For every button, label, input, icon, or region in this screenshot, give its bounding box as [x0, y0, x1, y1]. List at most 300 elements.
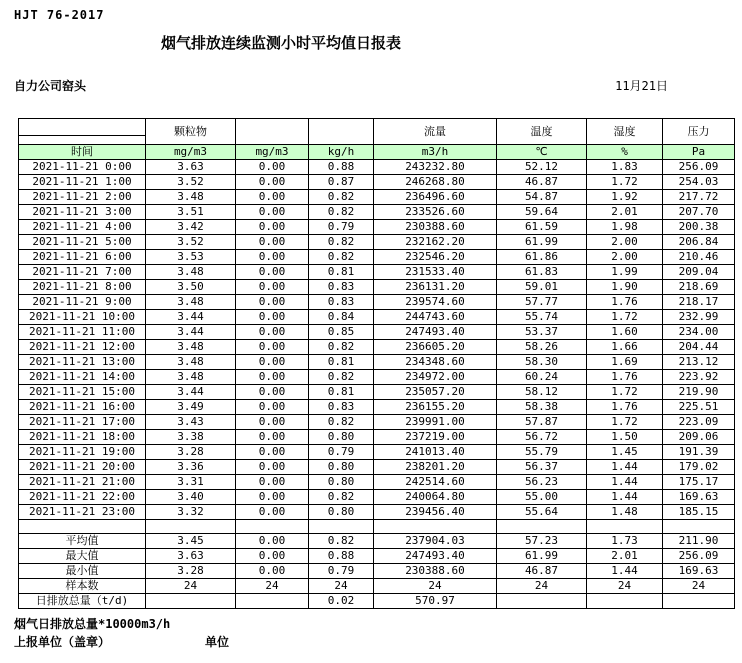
value-cell: 1.45: [587, 445, 663, 460]
value-cell: 1.76: [587, 295, 663, 310]
table-row-label: 2021-11-21 5:00: [19, 235, 146, 250]
value-cell: 3.40: [146, 490, 236, 505]
value-cell: 175.17: [663, 475, 735, 490]
value-cell: 0.00: [236, 280, 309, 295]
value-cell: 0.82: [309, 250, 374, 265]
table-row-label: 2021-11-21 1:00: [19, 175, 146, 190]
value-cell: 0.81: [309, 355, 374, 370]
value-cell: 1.90: [587, 280, 663, 295]
table-row: [19, 295, 735, 310]
value-cell: 236605.20: [374, 340, 497, 355]
value-cell: 0.00: [236, 460, 309, 475]
value-cell: 3.52: [146, 235, 236, 250]
value-cell: 234.00: [663, 325, 735, 340]
value-cell: 213.12: [663, 355, 735, 370]
table-row: [19, 190, 735, 205]
value-cell: 1.72: [587, 175, 663, 190]
table-row: [19, 220, 735, 235]
value-cell: 1.72: [587, 310, 663, 325]
report-date: 11月21日: [615, 79, 668, 93]
station-name: 自力公司窑头: [14, 79, 87, 93]
value-cell: 232162.20: [374, 235, 497, 250]
unit-cell: mg/m3: [146, 145, 236, 160]
value-cell: 24: [309, 579, 374, 594]
value-cell: 0.00: [236, 190, 309, 205]
value-cell: 0.00: [236, 265, 309, 280]
value-cell: 1.83: [587, 160, 663, 175]
value-cell: 1.72: [587, 415, 663, 430]
value-cell: 225.51: [663, 400, 735, 415]
value-cell: 0.82: [309, 340, 374, 355]
value-cell: 3.53: [146, 250, 236, 265]
value-cell: 0.00: [236, 430, 309, 445]
value-cell: 232.99: [663, 310, 735, 325]
table-row-label: 2021-11-21 4:00: [19, 220, 146, 235]
value-cell: 3.44: [146, 385, 236, 400]
table-row: [19, 175, 735, 190]
value-cell: 3.28: [146, 564, 236, 579]
table-row: [19, 325, 735, 340]
value-cell: 59.64: [497, 205, 587, 220]
value-cell: 236496.60: [374, 190, 497, 205]
value-cell: 2.00: [587, 250, 663, 265]
value-cell: 1.50: [587, 430, 663, 445]
summary-row: [19, 564, 735, 579]
value-cell: 232546.20: [374, 250, 497, 265]
value-cell: 1.44: [587, 460, 663, 475]
value-cell: [663, 520, 735, 534]
value-cell: 53.37: [497, 325, 587, 340]
value-cell: [374, 520, 497, 534]
value-cell: 24: [236, 579, 309, 594]
unit-cell: m3/h: [374, 145, 497, 160]
unit-cell: %: [587, 145, 663, 160]
value-cell: 209.06: [663, 430, 735, 445]
summary-row-label: 最大值: [19, 549, 146, 564]
value-cell: 1.99: [587, 265, 663, 280]
value-cell: 0.82: [309, 415, 374, 430]
value-cell: 1.98: [587, 220, 663, 235]
value-cell: 219.90: [663, 385, 735, 400]
table-row-label: 2021-11-21 7:00: [19, 265, 146, 280]
table-row: [19, 385, 735, 400]
value-cell: 57.23: [497, 534, 587, 549]
table-row-label: 2021-11-21 2:00: [19, 190, 146, 205]
summary-row: [19, 549, 735, 564]
table-row-label: 2021-11-21 13:00: [19, 355, 146, 370]
value-cell: 0.00: [236, 475, 309, 490]
table-row-label: 2021-11-21 10:00: [19, 310, 146, 325]
value-cell: 0.00: [236, 505, 309, 520]
value-cell: 24: [146, 579, 236, 594]
value-cell: 223.09: [663, 415, 735, 430]
value-cell: 217.72: [663, 190, 735, 205]
value-cell: 55.74: [497, 310, 587, 325]
value-cell: 3.44: [146, 325, 236, 340]
value-cell: 238201.20: [374, 460, 497, 475]
value-cell: 241013.40: [374, 445, 497, 460]
value-cell: 1.44: [587, 475, 663, 490]
value-cell: 2.01: [587, 549, 663, 564]
unit-label: 单位: [205, 635, 230, 649]
value-cell: 0.02: [309, 594, 374, 609]
value-cell: 3.63: [146, 549, 236, 564]
table-row: [19, 430, 735, 445]
value-cell: [146, 520, 236, 534]
value-cell: [663, 594, 735, 609]
value-cell: 234972.00: [374, 370, 497, 385]
value-cell: 236131.20: [374, 280, 497, 295]
header-cell-empty: [236, 119, 309, 145]
table-row: [19, 490, 735, 505]
table-row-label: 2021-11-21 11:00: [19, 325, 146, 340]
footer-line2: [14, 633, 742, 651]
value-cell: 0.00: [236, 400, 309, 415]
value-cell: 0.82: [309, 235, 374, 250]
value-cell: 0.00: [236, 355, 309, 370]
value-cell: 1.92: [587, 190, 663, 205]
value-cell: 3.63: [146, 160, 236, 175]
value-cell: 3.45: [146, 534, 236, 549]
value-cell: 2.01: [587, 205, 663, 220]
value-cell: 0.00: [236, 175, 309, 190]
table-row: [19, 355, 735, 370]
value-cell: 247493.40: [374, 549, 497, 564]
value-cell: 3.51: [146, 205, 236, 220]
data-rows: [19, 160, 735, 520]
value-cell: 60.24: [497, 370, 587, 385]
value-cell: 56.37: [497, 460, 587, 475]
value-cell: 1.44: [587, 490, 663, 505]
value-cell: 24: [497, 579, 587, 594]
summary-row: [19, 534, 735, 549]
value-cell: 55.79: [497, 445, 587, 460]
value-cell: [146, 594, 236, 609]
value-cell: 239991.00: [374, 415, 497, 430]
value-cell: 52.12: [497, 160, 587, 175]
value-cell: 237219.00: [374, 430, 497, 445]
value-cell: 169.63: [663, 564, 735, 579]
table-row: [19, 160, 735, 175]
value-cell: 0.80: [309, 505, 374, 520]
table-row-label: 2021-11-21 21:00: [19, 475, 146, 490]
value-cell: 0.87: [309, 175, 374, 190]
value-cell: [497, 520, 587, 534]
value-cell: [587, 594, 663, 609]
table-row: [19, 340, 735, 355]
value-cell: 1.76: [587, 370, 663, 385]
footer: [14, 615, 742, 651]
unit-cell: ℃: [497, 145, 587, 160]
summary-row: [19, 594, 735, 609]
value-cell: 570.97: [374, 594, 497, 609]
header-temperature: 温度: [497, 119, 587, 145]
value-cell: 1.73: [587, 534, 663, 549]
value-cell: 1.66: [587, 340, 663, 355]
value-cell: 0.80: [309, 430, 374, 445]
summary-row: [19, 579, 735, 594]
value-cell: 61.59: [497, 220, 587, 235]
table-row-label: 2021-11-21 16:00: [19, 400, 146, 415]
value-cell: 3.49: [146, 400, 236, 415]
value-cell: 0.00: [236, 325, 309, 340]
value-cell: 211.90: [663, 534, 735, 549]
header-cell-empty: [309, 119, 374, 145]
table-row-label: 2021-11-21 14:00: [19, 370, 146, 385]
unit-cell: mg/m3: [236, 145, 309, 160]
value-cell: 3.28: [146, 445, 236, 460]
header-cell-empty: [19, 136, 146, 145]
table-row-label: 2021-11-21 22:00: [19, 490, 146, 505]
table-row-label: 2021-11-21 6:00: [19, 250, 146, 265]
value-cell: 0.88: [309, 549, 374, 564]
value-cell: 24: [663, 579, 735, 594]
page-title: 烟气排放连续监测小时平均值日报表: [160, 34, 401, 52]
value-cell: 230388.60: [374, 220, 497, 235]
value-cell: 58.26: [497, 340, 587, 355]
time-header: 时间: [19, 145, 146, 160]
footer-note: 烟气日排放总量*10000m3/h: [14, 617, 171, 631]
spacer-row-label: [19, 520, 146, 534]
table-row: [19, 370, 735, 385]
value-cell: 3.36: [146, 460, 236, 475]
table-row: [19, 415, 735, 430]
value-cell: 3.43: [146, 415, 236, 430]
value-cell: 256.09: [663, 160, 735, 175]
value-cell: 239574.60: [374, 295, 497, 310]
value-cell: 0.82: [309, 190, 374, 205]
value-cell: 1.76: [587, 400, 663, 415]
table-row-label: 2021-11-21 20:00: [19, 460, 146, 475]
value-cell: 3.38: [146, 430, 236, 445]
value-cell: 0.00: [236, 415, 309, 430]
header-pressure: 压力: [663, 119, 735, 145]
table-row: [19, 265, 735, 280]
value-cell: 242514.60: [374, 475, 497, 490]
value-cell: 218.17: [663, 295, 735, 310]
report-unit-label: 上报单位（盖章）: [14, 635, 111, 649]
value-cell: 61.99: [497, 235, 587, 250]
spacer-row: [19, 520, 735, 534]
value-cell: 3.50: [146, 280, 236, 295]
value-cell: 243232.80: [374, 160, 497, 175]
value-cell: 210.46: [663, 250, 735, 265]
summary-row-label: 日排放总量（t/d): [19, 594, 146, 609]
value-cell: 246268.80: [374, 175, 497, 190]
report-table: [18, 118, 735, 609]
value-cell: 236155.20: [374, 400, 497, 415]
value-cell: 55.00: [497, 490, 587, 505]
value-cell: 56.23: [497, 475, 587, 490]
value-cell: 3.44: [146, 310, 236, 325]
spacer-rows: [19, 520, 735, 534]
value-cell: 3.52: [146, 175, 236, 190]
header-humidity: 湿度: [587, 119, 663, 145]
value-cell: 231533.40: [374, 265, 497, 280]
value-cell: 239456.40: [374, 505, 497, 520]
table-row-label: 2021-11-21 19:00: [19, 445, 146, 460]
table-row: [19, 280, 735, 295]
group-header-row: [19, 119, 735, 136]
table-row: [19, 310, 735, 325]
value-cell: 1.60: [587, 325, 663, 340]
value-cell: 55.64: [497, 505, 587, 520]
value-cell: 0.00: [236, 549, 309, 564]
value-cell: 206.84: [663, 235, 735, 250]
value-cell: 46.87: [497, 564, 587, 579]
value-cell: 3.48: [146, 190, 236, 205]
table-row-label: 2021-11-21 8:00: [19, 280, 146, 295]
value-cell: 200.38: [663, 220, 735, 235]
table-row-label: 2021-11-21 18:00: [19, 430, 146, 445]
value-cell: 24: [374, 579, 497, 594]
value-cell: 61.83: [497, 265, 587, 280]
table-row-label: 2021-11-21 9:00: [19, 295, 146, 310]
value-cell: 0.00: [236, 445, 309, 460]
value-cell: [587, 520, 663, 534]
value-cell: 58.38: [497, 400, 587, 415]
value-cell: [497, 594, 587, 609]
value-cell: 237904.03: [374, 534, 497, 549]
table-row-label: 2021-11-21 17:00: [19, 415, 146, 430]
value-cell: 0.00: [236, 205, 309, 220]
value-cell: 0.00: [236, 220, 309, 235]
value-cell: [236, 594, 309, 609]
value-cell: 0.81: [309, 265, 374, 280]
value-cell: 57.87: [497, 415, 587, 430]
value-cell: 0.82: [309, 490, 374, 505]
value-cell: 0.81: [309, 385, 374, 400]
value-cell: 0.82: [309, 534, 374, 549]
value-cell: 218.69: [663, 280, 735, 295]
value-cell: 234348.60: [374, 355, 497, 370]
value-cell: 179.02: [663, 460, 735, 475]
value-cell: 204.44: [663, 340, 735, 355]
value-cell: 3.48: [146, 340, 236, 355]
unit-cell: Pa: [663, 145, 735, 160]
value-cell: 0.00: [236, 534, 309, 549]
table-row: [19, 475, 735, 490]
value-cell: 3.48: [146, 355, 236, 370]
value-cell: 0.00: [236, 340, 309, 355]
value-cell: 169.63: [663, 490, 735, 505]
value-cell: 0.88: [309, 160, 374, 175]
value-cell: 0.00: [236, 250, 309, 265]
value-cell: 3.48: [146, 295, 236, 310]
value-cell: 230388.60: [374, 564, 497, 579]
value-cell: 24: [587, 579, 663, 594]
summary-rows: [19, 534, 735, 609]
header-particulate: 颗粒物: [146, 119, 236, 145]
value-cell: 223.92: [663, 370, 735, 385]
value-cell: 2.00: [587, 235, 663, 250]
table-row-label: 2021-11-21 3:00: [19, 205, 146, 220]
value-cell: 0.83: [309, 295, 374, 310]
table-row: [19, 505, 735, 520]
value-cell: 0.00: [236, 235, 309, 250]
table-row: [19, 205, 735, 220]
value-cell: 0.00: [236, 564, 309, 579]
header-cell-empty: [19, 119, 146, 136]
value-cell: 240064.80: [374, 490, 497, 505]
value-cell: 3.31: [146, 475, 236, 490]
table-row-label: 2021-11-21 0:00: [19, 160, 146, 175]
table-row: [19, 250, 735, 265]
table-row: [19, 460, 735, 475]
value-cell: 256.09: [663, 549, 735, 564]
value-cell: 0.00: [236, 295, 309, 310]
value-cell: 233526.60: [374, 205, 497, 220]
value-cell: 0.79: [309, 445, 374, 460]
value-cell: 1.69: [587, 355, 663, 370]
value-cell: 3.32: [146, 505, 236, 520]
value-cell: 244743.60: [374, 310, 497, 325]
value-cell: 54.87: [497, 190, 587, 205]
value-cell: 57.77: [497, 295, 587, 310]
value-cell: [236, 520, 309, 534]
value-cell: 61.86: [497, 250, 587, 265]
value-cell: 185.15: [663, 505, 735, 520]
table-row: [19, 400, 735, 415]
value-cell: 3.48: [146, 370, 236, 385]
value-cell: 0.00: [236, 310, 309, 325]
table-row-label: 2021-11-21 15:00: [19, 385, 146, 400]
value-cell: 0.00: [236, 160, 309, 175]
table-row-label: 2021-11-21 12:00: [19, 340, 146, 355]
title-wrap: [0, 32, 562, 53]
table-row: [19, 445, 735, 460]
summary-row-label: 平均值: [19, 534, 146, 549]
table-header: [19, 119, 735, 160]
value-cell: 61.99: [497, 549, 587, 564]
value-cell: 0.84: [309, 310, 374, 325]
value-cell: 58.30: [497, 355, 587, 370]
unit-row: [19, 145, 735, 160]
value-cell: 0.79: [309, 220, 374, 235]
summary-row-label: 样本数: [19, 579, 146, 594]
value-cell: 209.04: [663, 265, 735, 280]
value-cell: 0.83: [309, 400, 374, 415]
value-cell: 0.00: [236, 385, 309, 400]
value-cell: 0.82: [309, 370, 374, 385]
value-cell: 235057.20: [374, 385, 497, 400]
value-cell: 0.80: [309, 475, 374, 490]
doc-code: HJT 76-2017: [14, 8, 105, 22]
value-cell: 3.42: [146, 220, 236, 235]
value-cell: 58.12: [497, 385, 587, 400]
value-cell: 59.01: [497, 280, 587, 295]
value-cell: 0.82: [309, 205, 374, 220]
value-cell: 56.72: [497, 430, 587, 445]
value-cell: 0.80: [309, 460, 374, 475]
value-cell: 0.83: [309, 280, 374, 295]
value-cell: 191.39: [663, 445, 735, 460]
value-cell: 247493.40: [374, 325, 497, 340]
value-cell: 0.00: [236, 370, 309, 385]
summary-row-label: 最小值: [19, 564, 146, 579]
value-cell: 0.85: [309, 325, 374, 340]
value-cell: 0.79: [309, 564, 374, 579]
value-cell: [309, 520, 374, 534]
value-cell: 254.03: [663, 175, 735, 190]
value-cell: 207.70: [663, 205, 735, 220]
unit-cell: kg/h: [309, 145, 374, 160]
value-cell: 1.48: [587, 505, 663, 520]
station-row: [14, 77, 668, 94]
value-cell: 3.48: [146, 265, 236, 280]
table-row: [19, 235, 735, 250]
value-cell: 0.00: [236, 490, 309, 505]
